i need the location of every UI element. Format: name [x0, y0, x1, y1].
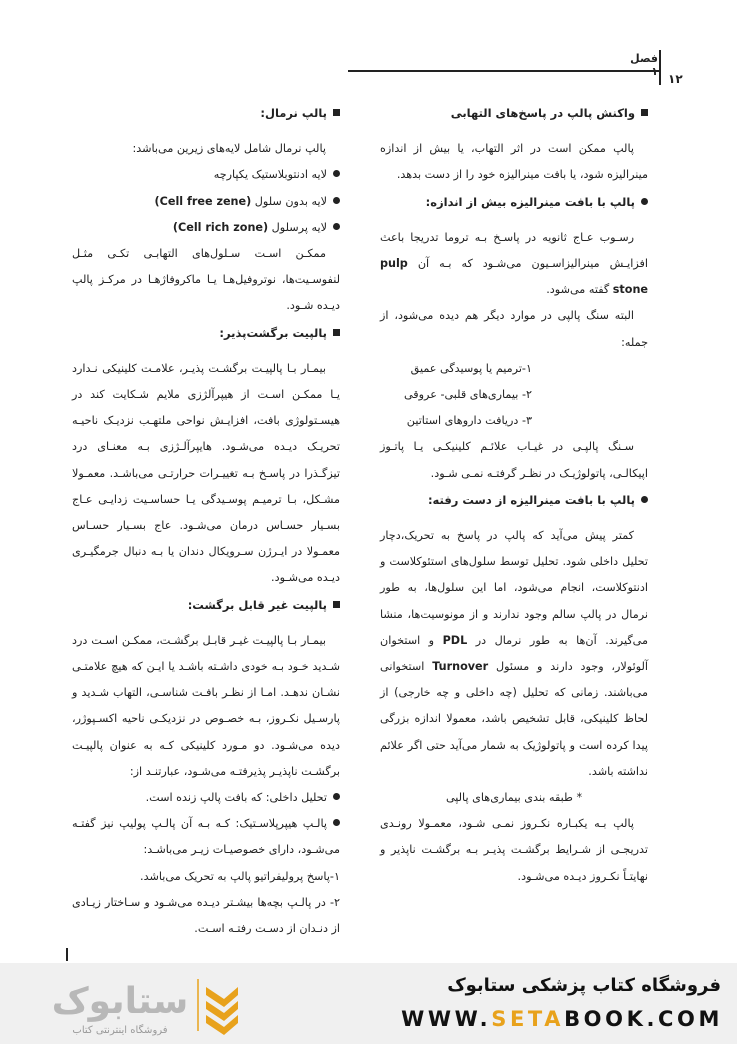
logo-chevron-icon — [206, 987, 238, 1035]
round-bullet-icon — [333, 223, 340, 230]
footer-banner — [0, 963, 737, 1044]
term-pulp-stone: pulp stone — [380, 257, 648, 297]
column-end-mark — [66, 948, 68, 961]
paragraph: پالپ نرمال شامل لایه‌های زیرین می‌باشد: — [132, 142, 326, 156]
list-item: ۲- بیماری‌های قلبی- عروقی — [403, 388, 532, 402]
round-bullet-icon — [333, 197, 340, 204]
bullet-item: لایه بدون سلول (Cell free zene) — [72, 189, 340, 215]
note-line: * طبقه بندی بیماری‌های پالپی — [445, 791, 583, 805]
paragraph: سـنگ پالپـی در غیـاب علائـم کلینیکـی یـا پاتـوز اپیکالـی، پاتولوژیـک در نظـر گرفتـه نمـی شـود. — [380, 440, 648, 480]
list-item: ۲- در پالـپ بچه‌ها بیشـتر دیـده می‌شـود و سـاختار زیـادی از دنـدان از دسـت رفتـه اسـت. — [72, 895, 340, 936]
header-divider — [659, 50, 661, 85]
logo-wordmark: ستابوک — [51, 981, 189, 1022]
left-column — [72, 100, 340, 942]
section-heading: پالپ نرمال: — [72, 100, 340, 126]
paragraph: پالپ ممکن است در اثر التهاب، یا بیش از اندازه مینرالیزه شود، یا بافت مینرالیزه خود را از دست بدهد. — [380, 142, 648, 182]
round-bullet-icon — [641, 198, 648, 205]
round-bullet-icon — [333, 819, 340, 826]
square-bullet-icon — [333, 601, 340, 608]
bullet-item: پالـپ هیپرپلاسـتیک: کـه بـه آن پالـپ پولیپ نیز گفتـه می‌شـود، دارای خصوصیـات زیـر می‌باشـد: — [72, 817, 340, 857]
term-turnover: Turnover — [432, 660, 489, 674]
header-rule — [348, 70, 660, 72]
section-heading: پالپیت غیر قابل برگشت: — [72, 592, 340, 618]
term-pdl: PDL — [442, 633, 468, 647]
list-item: ۱-پاسخ پرولیفراتیو پالپ به تحریک می‌باشد. — [140, 869, 340, 883]
right-column — [380, 100, 648, 890]
paragraph: پالپ بـه یکبـاره نکـروز نمـی شـود، معمـولا رونـدی تدریجـی از شـرایط برگشـت پذیـر بـه برگشـت ناپذیر و نهایتـاً نکـروز دیـده می‌شـود. — [380, 817, 648, 883]
subsection-heading: پالپ با بافت مینرالیزه از دست رفته: — [380, 487, 648, 513]
square-bullet-icon — [641, 109, 648, 116]
round-bullet-icon — [333, 793, 340, 800]
paragraph: بیمـار بـا پالپیـت غیـر قابـل برگشـت، ممکـن اسـت درد شـدید خـود بـه خودی داشـته باشـد یا ایـن که هیچ علامتـی نشـان ندهـد. امـا از نظـر بافـت شناسـی، التهاب شـدید و پارسـیل نکـروز، بـه خصـوص در نزدیکـی ناحیه اکسـپوژر، دیده می‌شـود. دو مـورد کلینیکی کـه به عنوان پالپیـت برگشـت ناپذیـر پذیرفتـه می‌شـود، عبارتنـد از: — [72, 633, 340, 778]
paragraph: ممکـن اسـت سـلول‌های التهابـی تکـی مثـل لنفوسـیت‌ها، نوتروفیل‌هـا یـا ماکروفاژهـا در مرکـز پالپ دیـده شـود. — [72, 247, 340, 313]
bullet-item: تحلیل داخلی: که بافت پالپ زنده است. — [72, 785, 340, 811]
paragraph: بیمـار بـا پالپیـت برگشـت پذیـر، علامـت کلینیکی نـدارد یـا ممکـن اسـت از هیپرآلژزی ملایم شـکایت کند در هیسـتولوژی بافت، افزایـش نواحی ملتهـب نزدیـک ناحیـه تحریـک دیـده می‌شـود. هایپرآلـژزی بـه معنـای درد تیزگـذرا در پاسـخ بـه تغییـرات حرارتـی می‌باشـد. معمـولا مشـکل، بـا ترمیـم پوسـیدگی یـا حساسـیت زدایـی عـاج بسـیار حسـاس درمان می‌شـود. عاج بسـیار حسـاس معمـولا در ایـرژن سـرویکال دندان یا بـه دنبال جرمگیـری دیـده می‌شـود. — [72, 361, 340, 585]
setabook-logo — [20, 973, 240, 1038]
list-item: ۱-ترمیم یا پوسیدگی عمیق — [410, 361, 532, 375]
square-bullet-icon — [333, 109, 340, 116]
subsection-heading: پالپ با بافت مینرالیزه بیش از اندازه: — [380, 189, 648, 215]
section-heading: واکنش پالپ در پاسخ‌های التهابی — [380, 100, 648, 126]
round-bullet-icon — [333, 170, 340, 177]
list-item: ۳- دریافت داروهای استاتین — [406, 414, 532, 428]
round-bullet-icon — [641, 496, 648, 503]
paragraph: رسـوب عـاج ثانویه در پاسـخ بـه تروما تدریجا باعث افزایـش مینرالیزاسـیون می‌شـود که بـه آن pulp stone گفته می‌شود. — [380, 230, 648, 297]
section-heading: پالپیت برگشت‌پذیر: — [72, 320, 340, 346]
chapter-label: فصل — [630, 52, 658, 65]
bullet-item: لایه ادنتوبلاستیک یکپارچه — [72, 162, 340, 188]
logo-subtitle: فروشگاه اینترنتی کتاب — [72, 1025, 168, 1036]
bullet-item: لایه پرسلول (Cell rich zone) — [72, 215, 340, 241]
page-number: ۱۲ — [668, 72, 683, 86]
store-name: فروشگاه کتاب پزشکی ستابوک — [447, 975, 721, 996]
paragraph: البته سنگ پالپی در موارد دیگر هم دیده می‌شود، از جمله: — [380, 309, 648, 349]
paragraph: کمتر پیش می‌آید که پالپ در پاسخ به تحریک،دچار تحلیل داخلی شود. تحلیل توسط سلول‌های استئوکلاست و ادنتوکلاست، انجام می‌شود، اما این سلول‌ها، به طور نرمال در پالپ سالم وجود ندارند و از مونوسیت‌ها، منشا می‌گیرند. آن‌ها به طور نرمال در PDL و استخوان آلوئولار، وجود دارند و مسئول Turnover استخوانی می‌باشند. زمانی که تحلیل (چه داخلی و چه خارجی) از لحاظ کلینیکی، قابل تشخیص باشد، معمولا اندازه بزرگی پیدا کرده است و پاتولوژیک به شمار می‌آید حتی اگر علائم نداشته باشد. — [380, 529, 648, 778]
square-bullet-icon — [333, 329, 340, 336]
store-url[interactable]: WWW.SETABOOK.COM — [401, 1007, 723, 1031]
